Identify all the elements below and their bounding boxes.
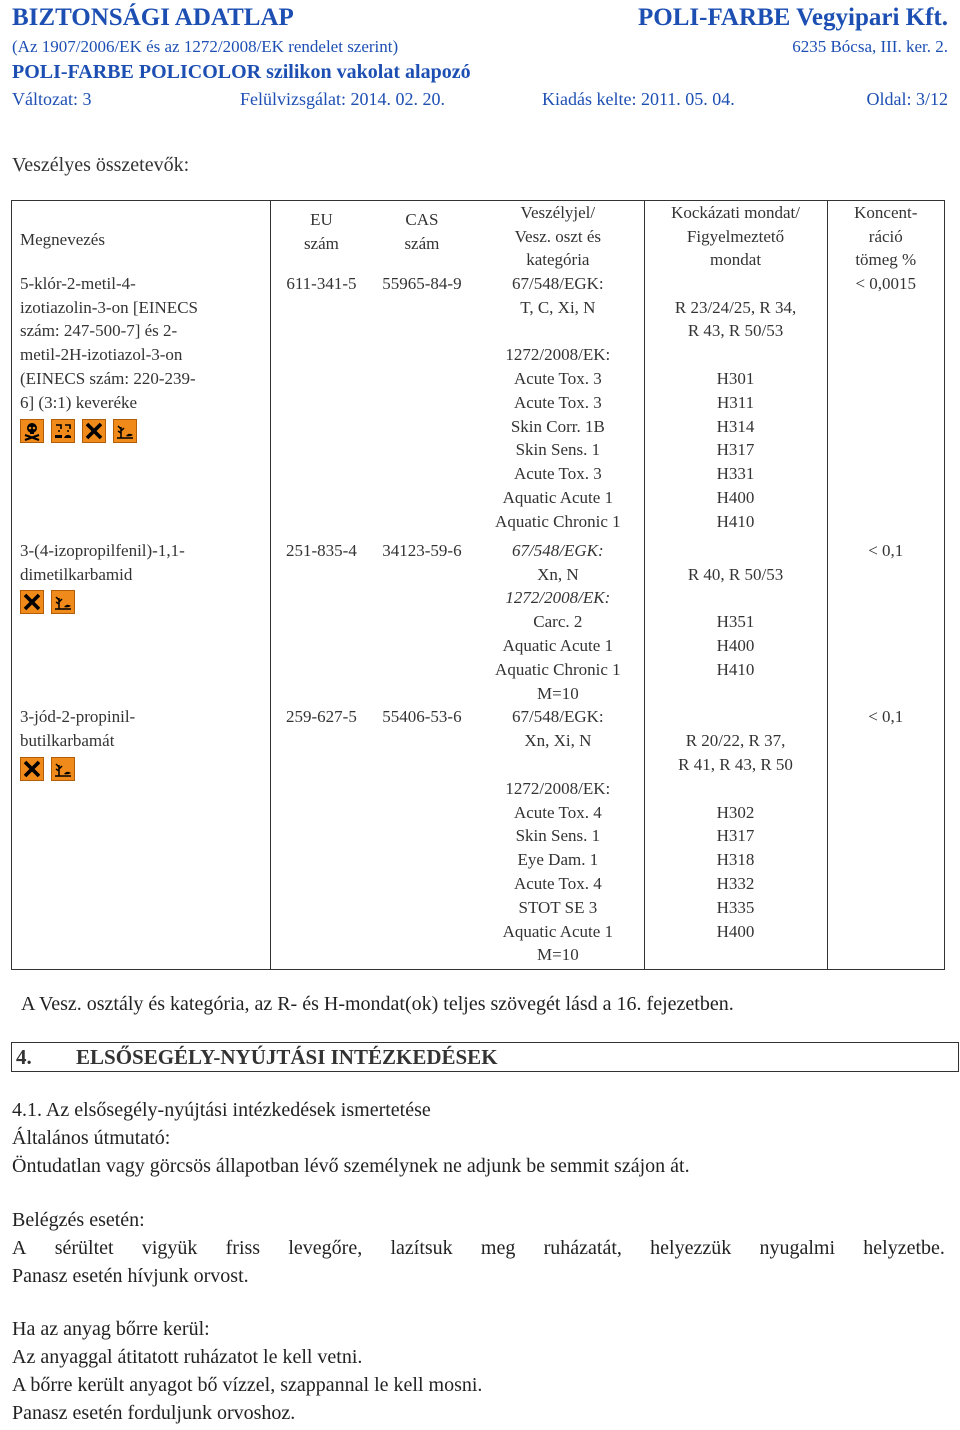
word: helyzetbe. [863,1237,945,1259]
table-header-row [12,201,945,272]
environment-icon [51,757,75,781]
general-guidance-label: Általános útmutató: [12,1127,171,1149]
inhalation-label: Belégzés esetén: [12,1209,145,1231]
word: helyezzük [650,1237,732,1259]
hazardous-components-table [11,200,945,970]
document-title: BIZTONSÁGI ADATLAP [12,4,294,31]
eu-number-cell: 251-835-4 [271,539,372,706]
issue-date: Kiadás kelte: 2011. 05. 04. [542,89,735,109]
component-name-cell: 5-klór-2-metil-4- izotiazolin-3-on [EINECS szám: 247-500-7] és 2- metil-2H-izotiazol-3-on (EINECS szám: 220-239- 6] (3:1) keveréke [12,272,271,539]
concentration-cell: < 0,1 [827,539,944,706]
environment-icon [51,590,75,614]
hazardous-components-title: Veszélyes összetevők: [12,154,190,176]
inhalation-text-1 [12,1237,945,1260]
cas-number-cell: 55406-53-6 [372,705,472,969]
harmful-x-icon [20,590,44,614]
harmful-x-icon [82,419,106,443]
document-header-line4 [12,89,948,113]
word: nyugalmi [759,1237,836,1259]
section4-heading [11,1042,959,1072]
product-name: POLI-FARBE POLICOLOR szilikon vakolat alapozó [12,61,471,83]
general-guidance-text: Öntudatlan vagy görcsös állapotban lévő személynek ne adjunk be semmit szájon át. [12,1155,690,1177]
risk-phrase-cell: R 23/24/25, R 34, R 43, R 50/53 H301 H311 H314 H317 H331 H400 H410 [644,272,827,539]
regulation-text: (Az 1907/2006/EK és az 1272/2008/EK rendelet szerint) [12,37,399,56]
risk-phrase-cell: R 20/22, R 37, R 41, R 43, R 50 H302 H317 H318 H332 H335 H400 [644,705,827,969]
skin-contact-text-1: Az anyaggal átitatott ruházatot le kell vetni. [12,1346,363,1368]
word: meg [480,1237,516,1259]
header-name: Megnevezés [12,201,271,272]
risk-phrase-cell: R 40, R 50/53 H351 H400 H410 [644,539,827,706]
word: friss [225,1237,261,1259]
section-number: 4. [16,1045,32,1069]
first-aid-subtitle: 4.1. Az elsősegély-nyújtási intézkedések ismertetése [12,1099,431,1121]
header-class: Veszélyjel/ Vesz. oszt és kategória [472,201,644,272]
eu-number-cell: 259-627-5 [271,705,372,969]
page-number: Oldal: 3/12 [866,89,948,109]
component-name-cell: 3-jód-2-propinil- butilkarbamát [12,705,271,969]
word: lazítsuk [390,1237,453,1259]
word: sérültet [54,1237,114,1259]
inhalation-text-2: Panasz esetén hívjunk orvost. [12,1265,249,1287]
hazard-pictograms [20,419,264,443]
header-risk: Kockázati mondat/ Figyelmeztető mondat [644,201,827,272]
header-concentration: Koncent- ráció tömeg % [827,201,944,272]
header-cas: CAS szám [372,201,472,272]
revision-date: Felülvizsgálat: 2014. 02. 20. [240,89,445,109]
skin-contact-text-3: Panasz esetén forduljunk orvoshoz. [12,1402,296,1424]
concentration-cell: < 0,0015 [827,272,944,539]
document-header-line2 [12,37,948,59]
skull-icon [20,419,44,443]
table-row [12,272,945,539]
concentration-cell: < 0,1 [827,705,944,969]
word: A [12,1237,27,1259]
hazard-pictograms [20,757,264,781]
skin-contact-label: Ha az anyag bőrre kerül: [12,1318,210,1340]
document-header-line1 [12,4,948,34]
section-title: ELSŐSEGÉLY-NYÚJTÁSI INTÉZKEDÉSEK [76,1045,498,1069]
table-row [12,539,945,706]
company-name: POLI-FARBE Vegyipari Kft. [638,4,948,31]
cas-number-cell: 34123-59-6 [382,540,462,560]
header-eu: EU szám [271,201,372,272]
hazard-pictograms [20,590,264,614]
word: ruházatát, [543,1237,622,1259]
classification-cell: 67/548/EGK: Xn, Xi, N 1272/2008/EK: Acute Tox. 4 Skin Sens. 1 Eye Dam. 1 Acute Tox. 4 STOT SE 3 Aquatic Acute 1 M=10 [472,705,644,969]
component-name-cell: 3-(4-izopropilfenil)-1,1- dimetilkarbamid [12,539,271,706]
word: vigyük [141,1237,198,1259]
environment-icon [113,419,137,443]
corrosive-icon [51,419,75,443]
classification-cell: 67/548/EGK: T, C, Xi, N 1272/2008/EK: Acute Tox. 3 Acute Tox. 3 Skin Corr. 1B Skin Sens. 1 Acute Tox. 3 Aquatic Acute 1 Aquatic Chronic 1 [472,272,644,539]
harmful-x-icon [20,757,44,781]
classification-cell: 67/548/EGK: Xn, N 1272/2008/EK: Carc. 2 Aquatic Acute 1 Aquatic Chronic 1 M=10 [472,539,644,706]
version-text: Változat: 3 [12,89,92,109]
classification-note: A Vesz. osztály és kategória, az R- és H-mondat(ok) teljes szövegét lásd a 16. fejezetben. [21,993,734,1015]
skin-contact-text-2: A bőrre került anyagot bő vízzel, szappannal le kell mosni. [12,1374,483,1396]
table-row [12,705,945,969]
cas-number-cell: 55965-84-9 [382,273,462,293]
word: levegőre, [288,1237,363,1259]
company-address: 6235 Bócsa, III. ker. 2. [792,37,948,56]
eu-number-cell: 611-341-5 [271,272,372,539]
